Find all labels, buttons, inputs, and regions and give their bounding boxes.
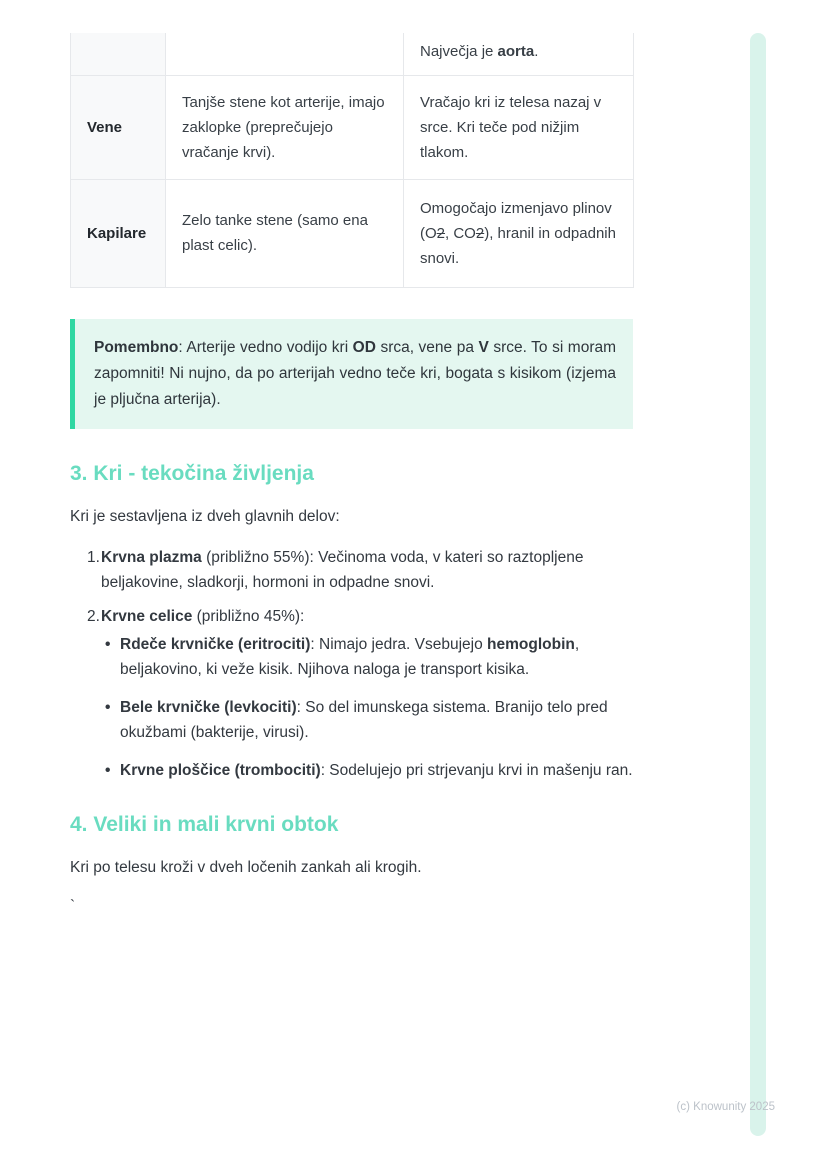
text-segment: Rdeče krvničke (eritrociti): [120, 635, 311, 653]
bullet-icon: •: [105, 635, 111, 653]
text-segment: : Arterije vedno vodijo kri: [178, 338, 353, 356]
table-cell-label: [71, 179, 166, 287]
table-cell-structure: [166, 179, 404, 287]
table-cell-function: [404, 75, 634, 179]
bullet-icon: •: [105, 761, 111, 779]
blood-components-list: [70, 545, 633, 783]
bullet-text: [120, 695, 633, 745]
list-number: 1.: [87, 548, 100, 566]
text-segment: Zelo tanke stene (samo ena plast celic).: [182, 212, 368, 254]
text-segment: V: [478, 338, 489, 356]
text-segment: ), hranil in odpadnih snovi.: [420, 224, 616, 267]
table-cell-structure: [166, 33, 404, 75]
text-segment: Tanjše stene kot arterije, imajo zaklopke (preprečujejo vračanje krvi).: [182, 93, 385, 161]
list-item-celice: [70, 604, 633, 629]
list-item-text: [101, 545, 633, 595]
text-segment: Krvne celice: [101, 607, 193, 625]
text-segment: OD: [352, 338, 376, 356]
cell-text: Kapilare: [87, 224, 147, 242]
copyright-footer: (c) Knowunity 2025: [676, 1101, 775, 1113]
text-segment: Krvna plazma: [101, 548, 202, 566]
text-segment: Največja je: [420, 43, 498, 61]
table-row-vene: [71, 75, 634, 179]
table-cell-label: [71, 33, 166, 75]
text-segment: : Sodelujejo pri strjevanju krvi in mašenju ran.: [320, 761, 633, 779]
text-segment: 2: [436, 224, 446, 242]
text-segment: srca, vene pa: [375, 338, 479, 356]
table-cell-function: [404, 179, 634, 287]
text-segment: Krvne ploščice (trombociti): [120, 761, 321, 779]
text-segment: : Nimajo jedra. Vsebujejo: [310, 635, 488, 653]
cell-text: [182, 94, 385, 161]
text-segment: (približno 55%): Večinoma voda, v kateri so raztopljene beljakovine, sladkorji, hormoni in odpadne snovi.: [101, 548, 584, 591]
callout-text: [94, 335, 616, 413]
scrollbar-track[interactable]: [750, 33, 766, 1136]
bullet-icon: •: [105, 698, 111, 716]
text-segment: Vračajo kri iz telesa nazaj v srce. Kri teče pod nižjim tlakom.: [420, 93, 602, 161]
bullet-item-levkociti: [70, 695, 633, 745]
stray-backtick: `: [70, 897, 76, 915]
text-segment: Omogočajo izmenjavo plinov (O: [420, 199, 612, 242]
text-segment: srce. To si moram zapomniti! Ni nujno, da po arterijah vedno teče kri, bogata s kisikom (izjema je pljučna arterija).: [94, 338, 617, 408]
table-cell-structure: [166, 75, 404, 179]
text-segment: , CO: [445, 224, 476, 242]
text-segment: Pomembno: [94, 338, 179, 356]
bullet-item-trombociti: [70, 758, 633, 783]
text-segment: : So del imunskega sistema. Branijo telo pred okužbami (bakterije, virusi).: [120, 698, 608, 741]
bullet-text: [120, 758, 633, 783]
list-number: 2.: [87, 607, 100, 625]
cell-text: [420, 43, 538, 60]
text-segment: aorta: [497, 43, 535, 61]
section3-intro: Kri je sestavljena iz dveh glavnih delov:: [70, 507, 340, 525]
cell-text: Vene: [87, 118, 123, 136]
cell-text: [182, 212, 368, 254]
bullet-item-eritrociti: [70, 632, 633, 682]
blood-vessels-table: [70, 33, 634, 288]
blood-cells-sublist: [70, 632, 633, 783]
important-callout: [70, 319, 633, 429]
text-segment: .: [534, 43, 539, 61]
text-segment: hemoglobin: [487, 635, 575, 653]
cell-text: [420, 200, 616, 267]
list-item-plazma: [70, 545, 633, 595]
heading-section-3: 3. Kri - tekočina življenja: [70, 461, 314, 485]
bullet-text: [120, 632, 633, 682]
table-row-arterije-partial: [71, 33, 634, 75]
text-segment: 2: [475, 224, 485, 242]
heading-section-4: 4. Veliki in mali krvni obtok: [70, 812, 339, 836]
cell-text: [420, 94, 601, 161]
table-cell-function: [404, 33, 634, 75]
text-segment: (približno 45%):: [192, 607, 305, 625]
document-page: [70, 33, 633, 919]
text-segment: , beljakovino, ki veže kisik. Njihova naloga je transport kisika.: [120, 635, 580, 678]
table-cell-label: [71, 75, 166, 179]
text-segment: Bele krvničke (levkociti): [120, 698, 297, 716]
list-item-text: [101, 604, 633, 629]
table-row-kapilare: [71, 179, 634, 287]
section4-intro: Kri po telesu kroži v dveh ločenih zankah ali krogih.: [70, 858, 422, 876]
